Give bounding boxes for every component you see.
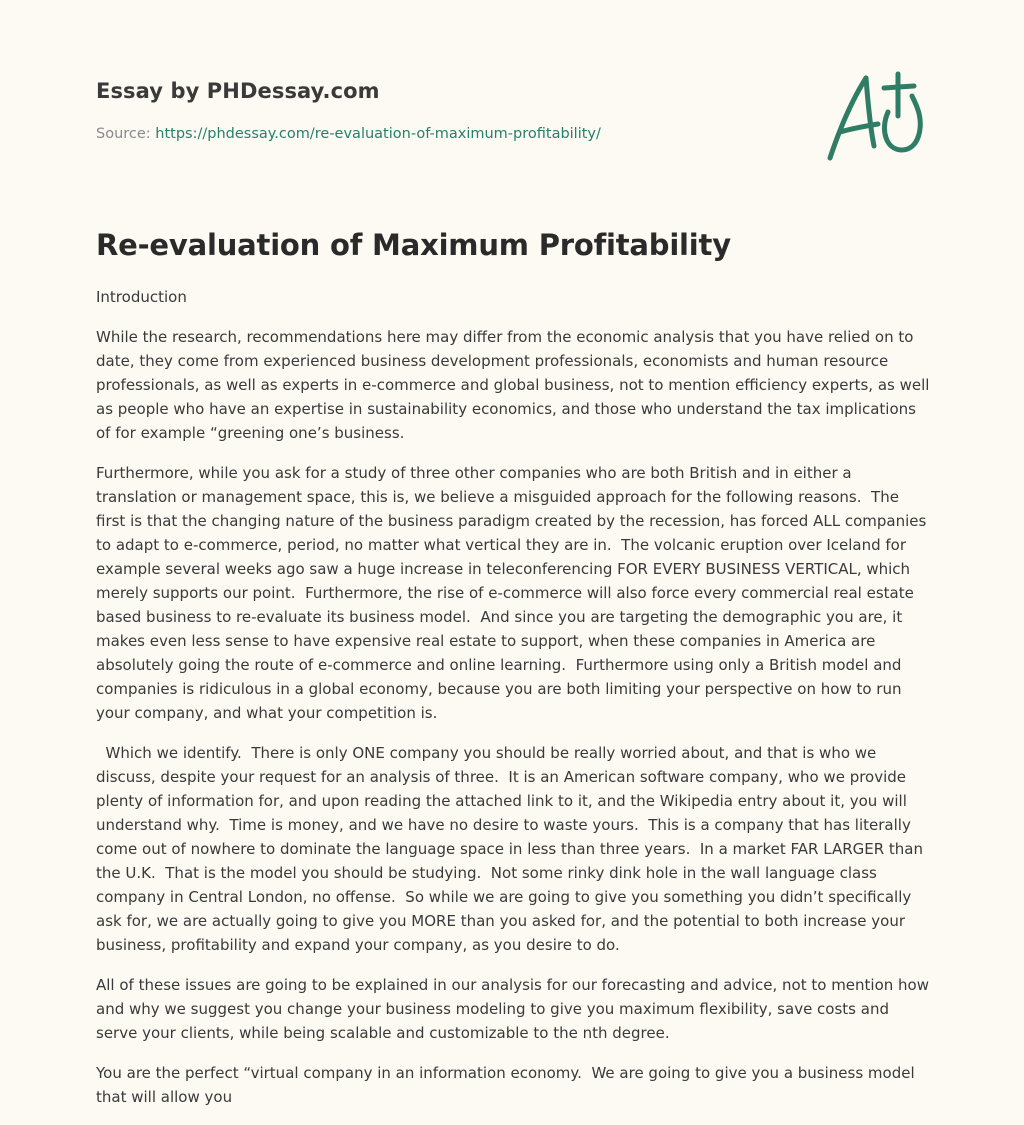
site-brand: Essay by PHDessay.com xyxy=(96,79,380,103)
essay-body xyxy=(96,285,932,1125)
essay-paragraph: While the research, recommendations here may differ from the economic analysis that you have relied on to date, they come from experienced business development professionals, economists and human resource professionals, as well as experts in e-commerce and global business, not to mention efficiency experts, as well as people who have an expertise in sustainability economics, and those who understand the tax implications of for example “greening one’s business. xyxy=(96,328,930,442)
essay-title: Re-evaluation of Maximum Profitability xyxy=(96,228,731,262)
source-label: Source: xyxy=(96,126,151,142)
source-line xyxy=(96,124,796,144)
essay-paragraph: You are the perfect “virtual company in an information economy. We are going to give you a business model that will allow you xyxy=(96,1064,915,1106)
page-header xyxy=(96,78,796,144)
essay-paragraph: All of these issues are going to be explained in our analysis for our forecasting and advice, not to mention how and why we suggest you change your business modeling to give you maximum flexibility, save costs and serve your clients, while being scalable and customizable to the nth degree. xyxy=(96,976,929,1042)
essay-paragraph: Furthermore, while you ask for a study of three other companies who are both British and in either a translation or management space, this is, we believe a misguided approach for the following reasons. The first is that the changing nature of the business paradigm created by the recession, has forced ALL companies to adapt to e-commerce, period, no matter what vertical they are in. The volcanic eruption over Iceland for example several weeks ago saw a huge increase in teleconferencing FOR EVERY BUSINESS VERTICAL, which merely supports our point. Furthermore, the rise of e-commerce will also force every commercial real estate based business to re-evaluate its business model. And since you are targeting the demographic you are, it makes even less sense to have expensive real estate to support, when these companies in America are absolutely going the route of e-commerce and online learning. Furthermore using only a British model and companies is ridiculous in a global economy, because you are both limiting your perspective on how to run your company, and what your competition is. xyxy=(96,464,927,722)
source-link[interactable]: https://phdessay.com/re-evaluation-of-maximum-profitability/ xyxy=(155,126,601,142)
essay-paragraph: Which we identify. There is only ONE company you should be really worried about, and that is who we discuss, despite your request for an analysis of three. It is an American software company, who we provide plenty of information for, and upon reading the attached link to it, and the Wikipedia entry about it, you will understand why. Time is money, and we have no desire to waste yours. This is a company that has literally come out of nowhere to dominate the language space in less than three years. In a market FAR LARGER than the U.K. That is the model you should be studying. Not some rinky dink hole in the wall language class company in Central London, no offense. So while we are going to give you something you didn’t specifically ask for, we are actually going to give you MORE than you asked for, and the potential to both increase your business, profitability and expand your company, as you desire to do. xyxy=(96,744,924,954)
a-plus-logo-icon xyxy=(818,66,930,166)
essay-paragraph: Introduction xyxy=(96,288,187,306)
